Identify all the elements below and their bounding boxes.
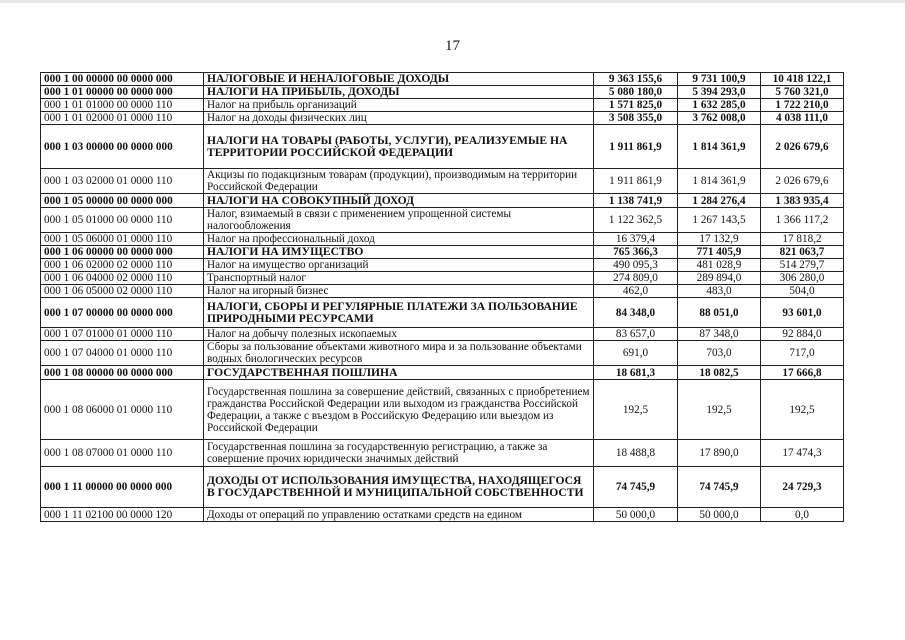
table-body <box>41 73 844 522</box>
row-value-year2: 771 405,9 <box>678 246 761 259</box>
row-code: 000 1 07 01000 01 0000 110 <box>41 328 204 341</box>
row-name: Доходы от операций по управлению остатками средств на едином <box>204 508 594 522</box>
row-code: 000 1 05 06000 01 0000 110 <box>41 233 204 246</box>
row-value-year1: 1 138 741,9 <box>594 194 678 208</box>
table-row <box>41 194 844 208</box>
table-row <box>41 341 844 366</box>
table-row <box>41 112 844 125</box>
row-value-year1: 74 745,9 <box>594 467 678 508</box>
row-code: 000 1 08 06000 01 0000 110 <box>41 380 204 440</box>
row-value-year1: 18 681,3 <box>594 366 678 380</box>
row-value-year3: 1 383 935,4 <box>761 194 844 208</box>
row-value-year1: 84 348,0 <box>594 298 678 328</box>
row-value-year3: 306 280,0 <box>761 272 844 285</box>
row-code: 000 1 05 01000 00 0000 110 <box>41 208 204 233</box>
row-value-year1: 1 571 825,0 <box>594 99 678 112</box>
row-value-year1: 9 363 155,6 <box>594 73 678 86</box>
row-value-year2: 192,5 <box>678 380 761 440</box>
row-value-year2: 9 731 100,9 <box>678 73 761 86</box>
row-name: Налог на игорный бизнес <box>204 285 594 298</box>
row-value-year3: 92 884,0 <box>761 328 844 341</box>
table-row <box>41 208 844 233</box>
row-code: 000 1 01 01000 00 0000 110 <box>41 99 204 112</box>
row-value-year1: 1 122 362,5 <box>594 208 678 233</box>
row-name: Государственная пошлина за государственную регистрацию, а также за совершение прочих юридически значимых действий <box>204 440 594 467</box>
row-name: Налог на имущество организаций <box>204 259 594 272</box>
row-value-year3: 2 026 679,6 <box>761 169 844 194</box>
row-value-year2: 481 028,9 <box>678 259 761 272</box>
page-number: 17 <box>445 38 460 54</box>
row-value-year3: 4 038 111,0 <box>761 112 844 125</box>
row-value-year3: 2 026 679,6 <box>761 125 844 169</box>
row-name: НАЛОГИ НА ИМУЩЕСТВО <box>204 246 594 259</box>
row-value-year2: 1 814 361,9 <box>678 125 761 169</box>
row-value-year2: 3 762 008,0 <box>678 112 761 125</box>
row-value-year2: 1 632 285,0 <box>678 99 761 112</box>
row-value-year2: 87 348,0 <box>678 328 761 341</box>
row-name: Налог на доходы физических лиц <box>204 112 594 125</box>
row-value-year1: 18 488,8 <box>594 440 678 467</box>
row-value-year3: 10 418 122,1 <box>761 73 844 86</box>
row-value-year2: 17 890,0 <box>678 440 761 467</box>
row-name: Сборы за пользование объектами животного мира и за пользование объектами водных биологических ресурсов <box>204 341 594 366</box>
table-row <box>41 86 844 99</box>
table-row <box>41 169 844 194</box>
top-edge <box>0 0 905 3</box>
row-value-year2: 1 284 276,4 <box>678 194 761 208</box>
row-code: 000 1 07 00000 00 0000 000 <box>41 298 204 328</box>
table-row <box>41 259 844 272</box>
row-code: 000 1 07 04000 01 0000 110 <box>41 341 204 366</box>
table-row <box>41 366 844 380</box>
row-name: Государственная пошлина за совершение действий, связанных с приобретением гражданства Российской Федерации или выходом из гражданства Российской Федерации, а также с въездом в Российскую Федерацию или выездом из Российской Федерации <box>204 380 594 440</box>
row-name: ГОСУДАРСТВЕННАЯ ПОШЛИНА <box>204 366 594 380</box>
row-value-year1: 3 508 355,0 <box>594 112 678 125</box>
table-row <box>41 125 844 169</box>
table-row <box>41 298 844 328</box>
row-value-year3: 17 474,3 <box>761 440 844 467</box>
row-code: 000 1 06 00000 00 0000 000 <box>41 246 204 259</box>
row-name: НАЛОГИ, СБОРЫ И РЕГУЛЯРНЫЕ ПЛАТЕЖИ ЗА ПОЛЬЗОВАНИЕ ПРИРОДНЫМИ РЕСУРСАМИ <box>204 298 594 328</box>
row-value-year3: 514 279,7 <box>761 259 844 272</box>
row-name: Акцизы по подакцизным товарам (продукции), производимым на территории Российской Федерации <box>204 169 594 194</box>
row-value-year1: 691,0 <box>594 341 678 366</box>
row-value-year1: 490 095,3 <box>594 259 678 272</box>
row-code: 000 1 06 05000 02 0000 110 <box>41 285 204 298</box>
table-row <box>41 73 844 86</box>
row-value-year3: 821 063,7 <box>761 246 844 259</box>
row-name: НАЛОГОВЫЕ И НЕНАЛОГОВЫЕ ДОХОДЫ <box>204 73 594 86</box>
table-row <box>41 233 844 246</box>
row-value-year2: 18 082,5 <box>678 366 761 380</box>
row-value-year1: 1 911 861,9 <box>594 169 678 194</box>
row-value-year2: 74 745,9 <box>678 467 761 508</box>
row-value-year2: 88 051,0 <box>678 298 761 328</box>
row-value-year3: 1 366 117,2 <box>761 208 844 233</box>
table-row <box>41 440 844 467</box>
row-value-year3: 17 818,2 <box>761 233 844 246</box>
table-row <box>41 285 844 298</box>
row-value-year3: 717,0 <box>761 341 844 366</box>
row-value-year1: 83 657,0 <box>594 328 678 341</box>
row-value-year3: 93 601,0 <box>761 298 844 328</box>
row-name: НАЛОГИ НА ПРИБЫЛЬ, ДОХОДЫ <box>204 86 594 99</box>
row-name: НАЛОГИ НА ТОВАРЫ (РАБОТЫ, УСЛУГИ), РЕАЛИЗУЕМЫЕ НА ТЕРРИТОРИИ РОССИЙСКОЙ ФЕДЕРАЦИИ <box>204 125 594 169</box>
row-value-year2: 703,0 <box>678 341 761 366</box>
row-value-year2: 1 267 143,5 <box>678 208 761 233</box>
row-name: Транспортный налог <box>204 272 594 285</box>
row-code: 000 1 01 02000 01 0000 110 <box>41 112 204 125</box>
row-name: Налог, взимаемый в связи с применением упрощенной системы налогообложения <box>204 208 594 233</box>
row-value-year1: 462,0 <box>594 285 678 298</box>
revenue-table <box>40 72 844 522</box>
row-value-year1: 765 366,3 <box>594 246 678 259</box>
table-row <box>41 328 844 341</box>
row-value-year1: 16 379,4 <box>594 233 678 246</box>
row-value-year3: 17 666,8 <box>761 366 844 380</box>
row-code: 000 1 00 00000 00 0000 000 <box>41 73 204 86</box>
table-row <box>41 467 844 508</box>
row-value-year2: 1 814 361,9 <box>678 169 761 194</box>
row-name: Налог на добычу полезных ископаемых <box>204 328 594 341</box>
table-row <box>41 272 844 285</box>
row-code: 000 1 06 04000 02 0000 110 <box>41 272 204 285</box>
row-code: 000 1 08 00000 00 0000 000 <box>41 366 204 380</box>
row-code: 000 1 06 02000 02 0000 110 <box>41 259 204 272</box>
row-value-year3: 1 722 210,0 <box>761 99 844 112</box>
row-value-year1: 5 080 180,0 <box>594 86 678 99</box>
row-value-year2: 483,0 <box>678 285 761 298</box>
table-row <box>41 246 844 259</box>
row-code: 000 1 08 07000 01 0000 110 <box>41 440 204 467</box>
table-row <box>41 380 844 440</box>
row-code: 000 1 03 00000 00 0000 000 <box>41 125 204 169</box>
row-name: ДОХОДЫ ОТ ИСПОЛЬЗОВАНИЯ ИМУЩЕСТВА, НАХОДЯЩЕГОСЯ В ГОСУДАРСТВЕННОЙ И МУНИЦИПАЛЬНОЙ СОБСТВЕННОСТИ <box>204 467 594 508</box>
row-name: НАЛОГИ НА СОВОКУПНЫЙ ДОХОД <box>204 194 594 208</box>
row-name: Налог на профессиональный доход <box>204 233 594 246</box>
row-value-year2: 17 132,9 <box>678 233 761 246</box>
row-value-year3: 192,5 <box>761 380 844 440</box>
row-code: 000 1 11 02100 00 0000 120 <box>41 508 204 522</box>
row-value-year1: 50 000,0 <box>594 508 678 522</box>
table-row <box>41 99 844 112</box>
row-value-year1: 274 809,0 <box>594 272 678 285</box>
row-value-year3: 24 729,3 <box>761 467 844 508</box>
row-code: 000 1 03 02000 01 0000 110 <box>41 169 204 194</box>
row-code: 000 1 05 00000 00 0000 000 <box>41 194 204 208</box>
row-value-year2: 289 894,0 <box>678 272 761 285</box>
row-name: Налог на прибыль организаций <box>204 99 594 112</box>
row-value-year3: 504,0 <box>761 285 844 298</box>
row-value-year3: 0,0 <box>761 508 844 522</box>
row-value-year3: 5 760 321,0 <box>761 86 844 99</box>
row-code: 000 1 11 00000 00 0000 000 <box>41 467 204 508</box>
row-value-year1: 1 911 861,9 <box>594 125 678 169</box>
row-value-year2: 50 000,0 <box>678 508 761 522</box>
row-value-year2: 5 394 293,0 <box>678 86 761 99</box>
table-row <box>41 508 844 522</box>
row-value-year1: 192,5 <box>594 380 678 440</box>
row-code: 000 1 01 00000 00 0000 000 <box>41 86 204 99</box>
